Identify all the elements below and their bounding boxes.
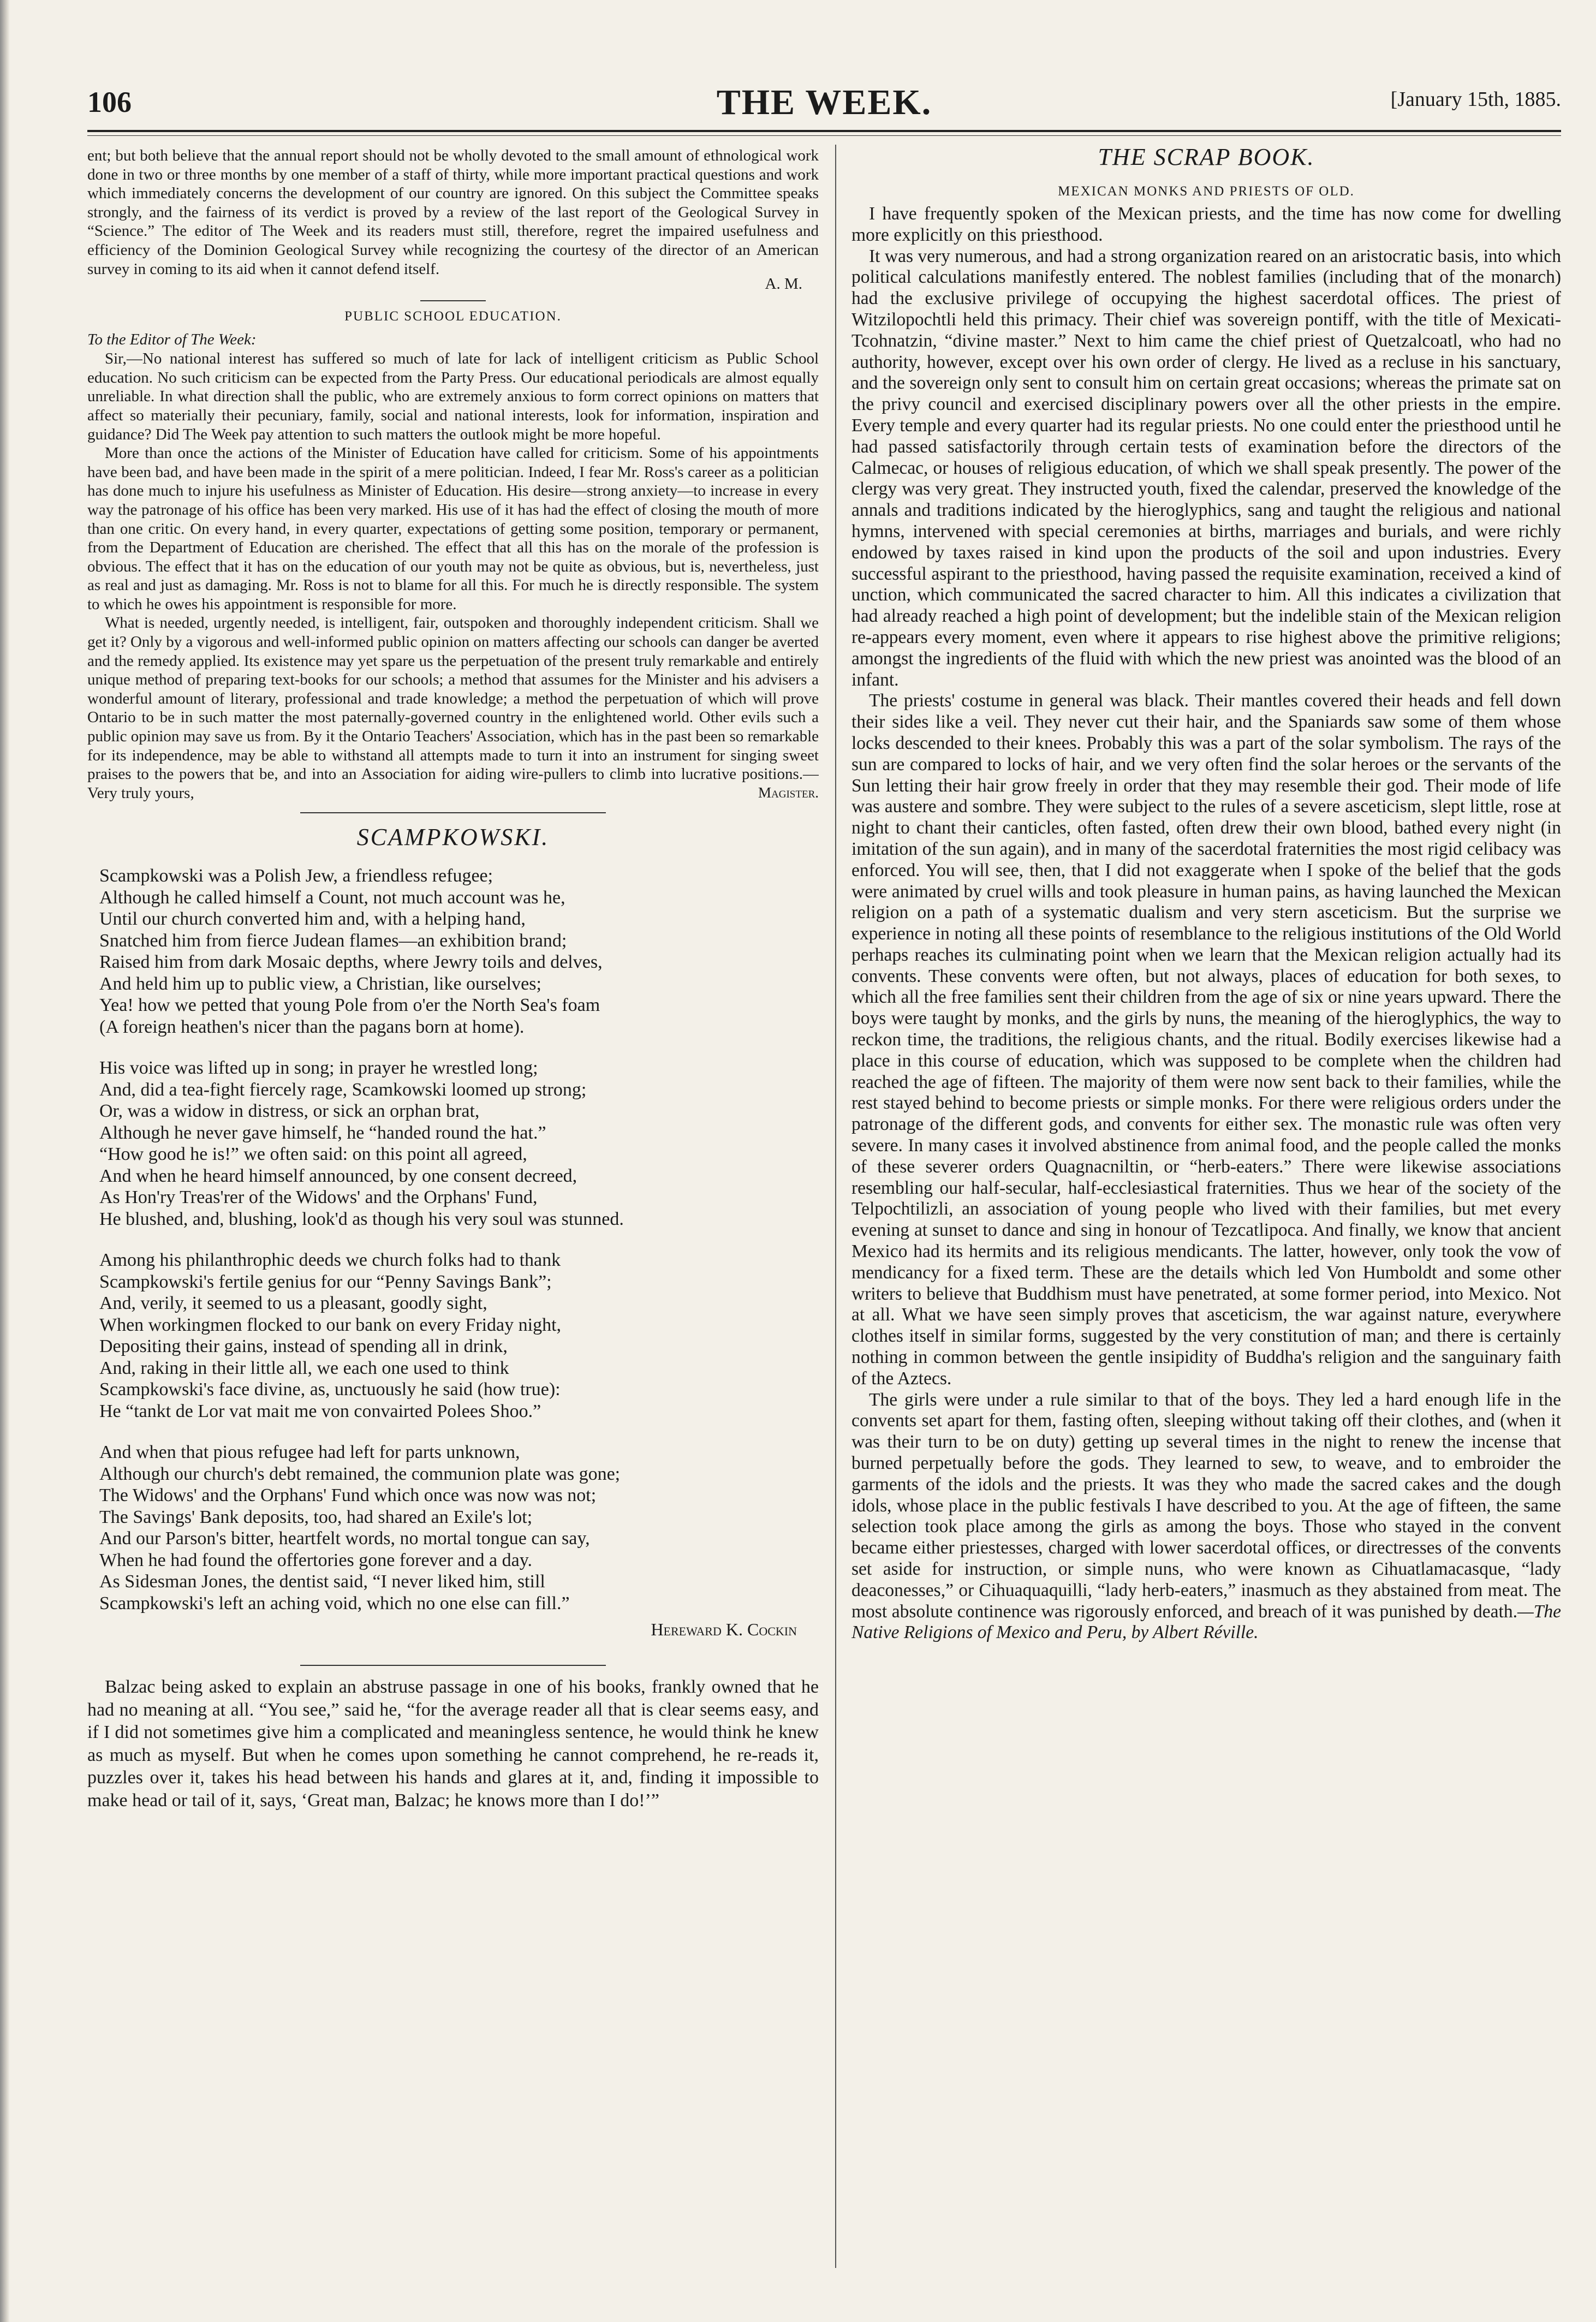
poem-line: Yea! how we petted that young Pole from o'er the North Sea's foam (99, 995, 600, 1016)
poem-line: He “tankt de Lor vat mait me von convairted Polees Shoo.” (99, 1401, 541, 1421)
poem-line: Although our church's debt remained, the communion plate was gone; (99, 1463, 621, 1484)
education-signature: Magister. (758, 784, 819, 801)
poem-author: Hereward K. Cockin (651, 1620, 797, 1640)
poem-line: Depositing their gains, instead of spending all in drink, (99, 1336, 508, 1357)
poem-line: Among his philanthrophic deeds we church folks had to thank (99, 1250, 561, 1271)
education-paragraph-3: What is needed, urgently needed, is intelligent, fair, outspoken and thoroughly independent criticism. Shall we get it? Only by a vigorous and well-informed public opinion on matters affecting our schools can danger be averted and the remedy applied. Its existence may yet spare us the perpetuation of the present truly remarkable and entirely unique method of preparing text-books for our schools; a method that assumes for the Minister and his advisers a wonderful amount of literary, professional and trade knowledge; a method the perpetuation of which will prove Ontario to be in such matter the most paternally-governed country in the enlightened world. Other evils such a public opinion may save us from. By it the Ontario Teachers' Association, which has in the past been so remarkable for its independence, may be able to withstand all attempts made to turn it into an instrument for singing sweet praises to the powers that be, and into an Association for aiding wire-pullers to climb into lucrative positions.—Very truly yours, (87, 614, 819, 802)
page-number: 106 (87, 86, 132, 118)
section-rule (420, 300, 486, 301)
article-paragraph-4-text: The girls were under a rule similar to that of the boys. They led a hard enough life in the convents set apart for them, fasting often, sleeping without taking off their clothes, and (when it was their turn to be on duty) getting up several times in the night to renew the incense that burned perpetually before the gods. They learned to sew, to weave, and to embroider the garments of the idols and the priests. It was they who made the sacred cakes and the dough idols, whose place in the public festivals I have described to you. At the age of fifteen, the same selection took place among the girls as among the boys. Those who stayed in the convent became either priestesses, charged with lower sacerdotal offices, or directresses of the convents set aside for instruction, or simple nuns, who were known as Cihuatlamacasque, “lady deaconesses,” or Cihuaquaquilli, “lady herb-eaters,” inasmuch as they abstained from meat. The most absolute continence was rigorously enforced, and breach of it was punished by death. (851, 1389, 1561, 1622)
poem-line: When he had found the offertories gone forever and a day. (99, 1550, 533, 1570)
poem-line: Until our church converted him and, with a helping hand, (99, 909, 526, 930)
poem-line: And when he heard himself announced, by one consent decreed, (99, 1165, 577, 1186)
poem-stanza (99, 1442, 819, 1614)
poem-stanza (99, 1249, 819, 1422)
poem-line: Scampkowski's left an aching void, which no one else can fill.” (99, 1593, 570, 1614)
left-column (87, 146, 819, 1812)
poem-line: The Savings' Bank deposits, too, had shared an Exile's lot; (99, 1507, 533, 1527)
scrap-book-title: THE SCRAP BOOK. (1098, 146, 1315, 170)
letter-continuation: ent; but both believe that the annual report should not be wholly devoted to the small amount of ethnological work done in two or three months by one member of a staff of thirty, while more important practical questions and work which immediately concerns the development of our country are ignored. On this subject the Committee speaks strongly, and the fairness of its verdict is proved by a review of the last report of the Geological Survey in “Science.” The editor of The Week and its readers must still, therefore, regret the impaired usefulness and efficiency of the Dominion Geological Survey while recognizing the courtesy of the director of an American survey in coming to its aid when it cannot defend itself. (87, 147, 819, 278)
article-paragraph-4 (851, 1390, 1561, 1644)
poem-line: Scampkowski was a Polish Jew, a friendless refugee; (99, 866, 493, 886)
poem-line: He blushed, and, blushing, look'd as though his very soul was stunned. (99, 1208, 624, 1229)
poem-line: The Widows' and the Orphans' Fund which once was now was not; (99, 1485, 597, 1506)
article-paragraph-2: It was very numerous, and had a strong organization reared on an aristocratic basis, into which political calculations manifestly entered. The noblest families (including that of the monarch) had the exclusive privilege of occupying the highest sacerdotal offices. The priest of Witzilopochtli held this primacy. Their chief was sovereign pontiff, with the title of Mexicati-Tcohnatzin, “divine master.” Next to him came the chief priest of Quetzalcoatl, who had no authority, however, except over his own order of clergy. He lived as a recluse in his sanctuary, and the sovereign only sent to consult him on certain great occasions; whereas the primate sat on the privy council and exercised disciplinary powers over all the other priests in the empire. Every temple and every quarter had its regular priests. No one could enter the priesthood until he had passed satisfactorily through certain tests of examination before the directors of the Calmecac, or houses of religious education, of which we shall speak presently. The power of the clergy was very great. They instructed youth, fixed the calendar, preserved the knowledge of the annals and traditions indicated by the hieroglyphics, sang and taught the religious and national hymns, intervened with special ceremonies at births, marriages and burials, and were richly endowed by taxes raised in kind upon the products of the soil and upon industries. Every successful aspirant to the priesthood, having passed the requisite examination, received a kind of unction, which communicated the sacred character to him. All this indicates a civilization that had already reached a high point of development; but the indelible stain of the Mexican religion re-appears every moment, even where it appears to rise highest above the primitive religions; amongst the ingredients of the fluid with which the new priest was anointed was the blood of an infant. (851, 246, 1561, 690)
running-title: THE WEEK. (716, 82, 932, 122)
poem-line: When workingmen flocked to our bank on every Friday night, (99, 1314, 562, 1335)
poem-stanza (99, 865, 819, 1038)
education-paragraph-1: Sir,—No national interest has suffered so much of late for lack of intelligent criticism as Public School education. No such criticism can be expected from the Party Press. Our educational periodicals are almost equally unreliable. In what direction shall the public, who are extremely anxious to form correct opinions on matters that affect so materially their pecuniary, family, social and national interests, look for information, inspiration and guidance? Did The Week pay attention to such matters the outlook might be more hopeful. (87, 350, 819, 443)
article-paragraph-3: The priests' costume in general was black. Their mantles covered their heads and fell down their sides like a veil. They never cut their hair, and the Spaniards saw some of them whose locks descended to their knees. Probably this was a part of the solar symbolism. The rays of the sun are compared to locks of hair, and we very often find the solar heroes or the servants of the Sun letting their hair grow freely in order that they may resemble their god. Their mode of life was austere and sombre. They were subject to the rules of a severe asceticism, slept little, rose at night to chant their canticles, often fasted, often drew their own blood, bathed every night (in imitation of the sun again), and in many of the sacerdotal fraternities the most rigid celibacy was enforced. You will see, then, that I did not exaggerate when I spoke of the belief that the gods were animated by cruel wills and took pleasure in human pains, as having launched the Mexican religion on a path of a systematic dualism and very stern asceticism. But the surprise we experience in noting all these points of resemblance to the religious institutions of the Old World perhaps reaches its culminating point when we learn that the Mexican religion actually had its convents. These convents were often, but not always, places of education for both sexes, to which all the free families sent their children from the age of six or nine years upward. There the boys were taught by monks, and the girls by nuns, the meaning of the hieroglyphics, the way to reckon time, the traditions, the religious chants, and the ritual. Bodily exercises likewise had a place in this course of education, which was supposed to be complete when the children had reached the age of fifteen. The majority of them were now sent back to their families, while the rest stayed behind to become priests or simple monks. For there were religious orders under the patronage of the different gods, and convents for either sex. The monastic rule was often very severe. In many cases it involved abstinence from animal food, and the people called the monks of these severer orders Quagnacniltin, or “herb-eaters.” There were likewise associations resembling our half-secular, half-ecclesiastical fraternities. Thus we hear of the society of the Telpochtilizli, an association of young people who lived with their families, but met every evening at sunset to dance and sing in honour of Tezcatlipoca. And finally, we know that ancient Mexico had its hermits and its religious mendicants. The latter, however, only took the vow of mendicancy for a fixed term. These are the details which led Von Humboldt and some other writers to believe that Buddhism must have penetrated, at some former period, into Mexico. Not at all. What we have seen simply proves that asceticism, the war against nature, everywhere clothes itself in similar forms, suggested by the very constitution of man; and there is certainly nothing in common between the gentle insipidity of Buddha's religion and the sanguinary faith of the Aztecs. (851, 690, 1561, 1389)
poem-line: Or, was a widow in distress, or sick an orphan brat, (99, 1101, 480, 1122)
poem-line: And when that pious refugee had left for parts unknown, (99, 1442, 520, 1463)
page-header (87, 82, 1561, 126)
column-divider (835, 145, 836, 2268)
education-salutation: To the Editor of The Week: (87, 331, 257, 349)
poem-rule (300, 812, 606, 813)
poem-line: As Sidesman Jones, the dentist said, “I never liked him, still (99, 1571, 545, 1592)
education-paragraph-2: More than once the actions of the Minister of Education have called for criticism. Some of his appointments have been bad, and have been made in the spirit of a mere politician. Indeed, I fear Mr. Ross's career as a politician has done much to injure his usefulness as Minister of Education. His desire—strong anxiety—to increase in every way the patronage of his office has been very marked. His use of it has had the effect of closing the mouth of more than one critic. On every hand, in every quarter, expectations of getting some position, temporary or permanent, from the Department of Education are cherished. The effect that all this has on the morale of the profession is obvious. The effect that it has on the education of our youth may not be quite as obvious, but is, nevertheless, just as real and just as damaging. Mr. Ross is not to blame for all this. For much he is directly responsible. The system to which he owes his appointment is responsible for more. (87, 444, 819, 613)
poem-line: (A foreign heathen's nicer than the pagans born at home). (99, 1016, 525, 1037)
right-column (851, 146, 1561, 1644)
letter-signature: A. M. (765, 275, 802, 293)
binding-edge (0, 0, 10, 2322)
poem-line: And, raking in their little all, we each one used to think (99, 1358, 509, 1378)
poem-title: SCAMPKOWSKI. (356, 824, 550, 851)
article-paragraph-1: I have frequently spoken of the Mexican priests, and the time has now come for dwelling more explicitly on this priesthood. (851, 204, 1561, 245)
poem-line: “How good he is!” we often said: on this point all agreed, (99, 1144, 527, 1165)
poem-line: His voice was lifted up in song; in prayer he wrestled long; (99, 1058, 538, 1079)
poem-line: And, verily, it seemed to us a pleasant, goodly sight, (99, 1293, 487, 1314)
header-rule (87, 130, 1561, 132)
education-heading: PUBLIC SCHOOL EDUCATION. (344, 309, 562, 324)
poem-stanza (99, 1057, 819, 1230)
poem-line: As Hon'ry Treas'rer of the Widows' and the Orphans' Fund, (99, 1187, 538, 1208)
poem-line: And held him up to public view, a Christian, like ourselves; (99, 973, 541, 994)
article-source: —The Native Religions of Mexico and Peru, by Albert Réville. (851, 1601, 1561, 1643)
poem-line: Scampkowski's fertile genius for our “Penny Savings Bank”; (99, 1271, 552, 1292)
poem-line: Snatched him from fierce Judean flames—an exhibition brand; (99, 930, 567, 951)
header-rule-thin (87, 135, 1561, 136)
poem-line: Although he called himself a Count, not much account was he, (99, 887, 565, 908)
poem-line: Although he never gave himself, he “handed round the hat.” (99, 1122, 546, 1143)
poem-line: And our Parson's bitter, heartfelt words, no mortal tongue can say, (99, 1528, 590, 1549)
balzac-anecdote: Balzac being asked to explain an abstruse passage in one of his books, frankly owned that he had no meaning at all. “You see,” said he, “for the average reader all that is clear seems easy, and if I did not sometimes give him a complicated and meaningless sentence, he would think he knew as much as myself. But when he comes upon something he cannot comprehend, he re-reads it, puzzles over it, takes his head between his hands and glares at it, and, finding it impossible to make head or tail of it, says, ‘Great man, Balzac; he knows more than I do!’” (87, 1677, 819, 1811)
poem-line: Raised him from dark Mosaic depths, where Jewry toils and delves, (99, 952, 603, 973)
article-title: MEXICAN MONKS AND PRIESTS OF OLD. (1058, 184, 1355, 199)
poem-line: Scampkowski's face divine, as, unctuously he said (how true): (99, 1379, 561, 1400)
poem-line: And, did a tea-fight fiercely rage, Scamkowski loomed up strong; (99, 1079, 587, 1100)
issue-date: [January 15th, 1885. (1390, 88, 1561, 111)
anecdote-rule (300, 1665, 606, 1666)
